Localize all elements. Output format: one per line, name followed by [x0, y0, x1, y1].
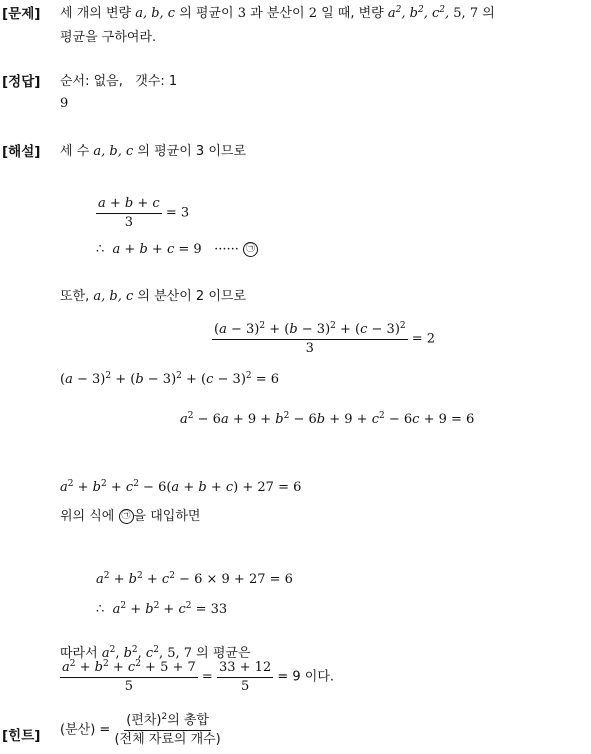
variance-rhs: = 2 [411, 331, 436, 347]
solution-line-4 [60, 642, 251, 661]
mean-numerator: a + b + c [96, 196, 162, 214]
sum-of-squares-rhs: = 33 [195, 602, 228, 617]
equation-substituted [96, 572, 293, 587]
therefore-symbol: ∴ [96, 242, 105, 257]
problem-line-2: 평균을 구하여라. [60, 30, 157, 45]
solution-text-g: 따라서 [60, 646, 98, 661]
solution-text-d: 의 분산이 2 이므로 [137, 289, 246, 304]
solution-variables-3: $a^2$, $b^2$, $c^2$, 5, 7 [101, 645, 193, 661]
hint-label: [힌트] [2, 728, 41, 744]
final-denominator-1: 5 [124, 679, 134, 694]
sum-of-squares-lhs: $a^2 + b^2 + c^2$ [112, 601, 192, 617]
solution-text-c: 또한, [60, 289, 90, 304]
squared-deviations-lhs: $(a - 3)^2 + (b - 3)^2 + (c - 3)^2$ [60, 371, 252, 387]
solution-vars-1: a, b, c [93, 144, 134, 159]
problem-mean: 3 [237, 6, 247, 21]
solution-text-h: 의 평균은 [196, 646, 251, 661]
substituted-rhs: × 9 + 27 = 6 [206, 572, 293, 587]
problem-text-c: 과 분산이 [250, 6, 305, 21]
variance-numerator: $(a - 3)^2 + (b - 3)^2 + (c - 3)^2$ [212, 322, 408, 340]
solution-label: [해설] [2, 144, 41, 160]
answer-meta: 순서: 없음, 갯수: 1 [60, 74, 178, 89]
solution-line-1 [60, 140, 246, 159]
problem-text-e: 의 [482, 6, 495, 21]
final-fraction-2 [217, 660, 273, 694]
problem-text-a: 세 개의 변량 [60, 6, 132, 21]
variance-fraction [212, 322, 408, 356]
equation-sum-of-squares [96, 602, 227, 617]
equation-variance [212, 322, 435, 356]
problem-vars: a, b, c [135, 6, 176, 21]
solution-line-3 [60, 505, 200, 524]
problem-line-1 [60, 2, 495, 21]
problem-squares: $a^2$, $b^2$, $c^2$, [387, 5, 450, 21]
circle-label-icon: ㉠ [243, 242, 258, 257]
final-numerator-1: $a^2 + b^2 + c^2 + 5 + 7$ [60, 660, 198, 678]
answer-label: [정답] [2, 74, 41, 90]
equation-expanded [180, 412, 474, 427]
squared-deviations-rhs: = 6 [255, 372, 280, 387]
solution-vars-2: a, b, c [93, 289, 134, 304]
hint-fraction [114, 713, 220, 747]
equation-final: $\frac{a^2 + b^2 + c^2 + 5 + 7}{5}$ = $\frac{33 + 12}{5}$ = 9 이다. [62, 659, 335, 694]
solution-text-e: 위의 식에 [60, 509, 115, 524]
hint-denominator: (전체 자료의 개수) [114, 732, 221, 747]
therefore-symbol-2: ∴ [96, 602, 105, 617]
mean-rhs: = 3 [165, 205, 190, 221]
final-result: = 9 이다. [277, 669, 335, 685]
substituted-lhs: $a^2 + b^2 + c^2 - 6$ [96, 571, 203, 587]
problem-consts: 5, 7 [453, 6, 479, 21]
hint-numerator: (편차)$^2$의 총합 [124, 713, 211, 731]
grouped-rhs: = 6 [278, 480, 302, 495]
equation-squared-deviations [60, 372, 279, 387]
variance-denominator: 3 [305, 341, 314, 356]
sum-rhs: = 9 ······ [178, 242, 239, 257]
solution-text-f: 을 대입하면 [133, 509, 201, 524]
equation-mean [96, 196, 189, 230]
hint-lhs: (분산) = [60, 722, 111, 738]
sum-expression: a + b + c [108, 242, 175, 257]
solution-line-2 [60, 285, 246, 304]
mean-fraction [96, 196, 162, 230]
equation-grouped [60, 480, 301, 495]
problem-text-b: 의 평균이 [179, 6, 234, 21]
final-fraction-1 [60, 660, 198, 694]
grouped-lhs: $a^2 + b^2 + c^2 - 6(a + b + c) + 27$ [60, 479, 274, 495]
problem-label: [문제] [2, 6, 41, 22]
problem-variance: 2 [308, 6, 317, 21]
solution-text-b: 의 평균이 3 이므로 [137, 144, 246, 159]
answer-value: 9 [60, 96, 69, 111]
expanded-lhs: $a^2 - 6a + 9 + b^2 - 6b + 9 + c^2 - 6c + 9$ [180, 411, 447, 427]
equation-sum [96, 242, 258, 257]
circle-label-icon-ref: ㉠ [119, 509, 134, 524]
problem-text-d: 일 때, 변량 [321, 6, 384, 21]
final-denominator-2: 5 [240, 679, 250, 694]
hint-formula [60, 713, 221, 747]
solution-text-a: 세 수 [60, 144, 90, 159]
mean-denominator: 3 [124, 215, 133, 230]
solution-consts: 5, 7 [167, 646, 193, 661]
final-numerator-2: 33 + 12 [217, 660, 273, 678]
expanded-rhs: = 6 [451, 412, 475, 427]
